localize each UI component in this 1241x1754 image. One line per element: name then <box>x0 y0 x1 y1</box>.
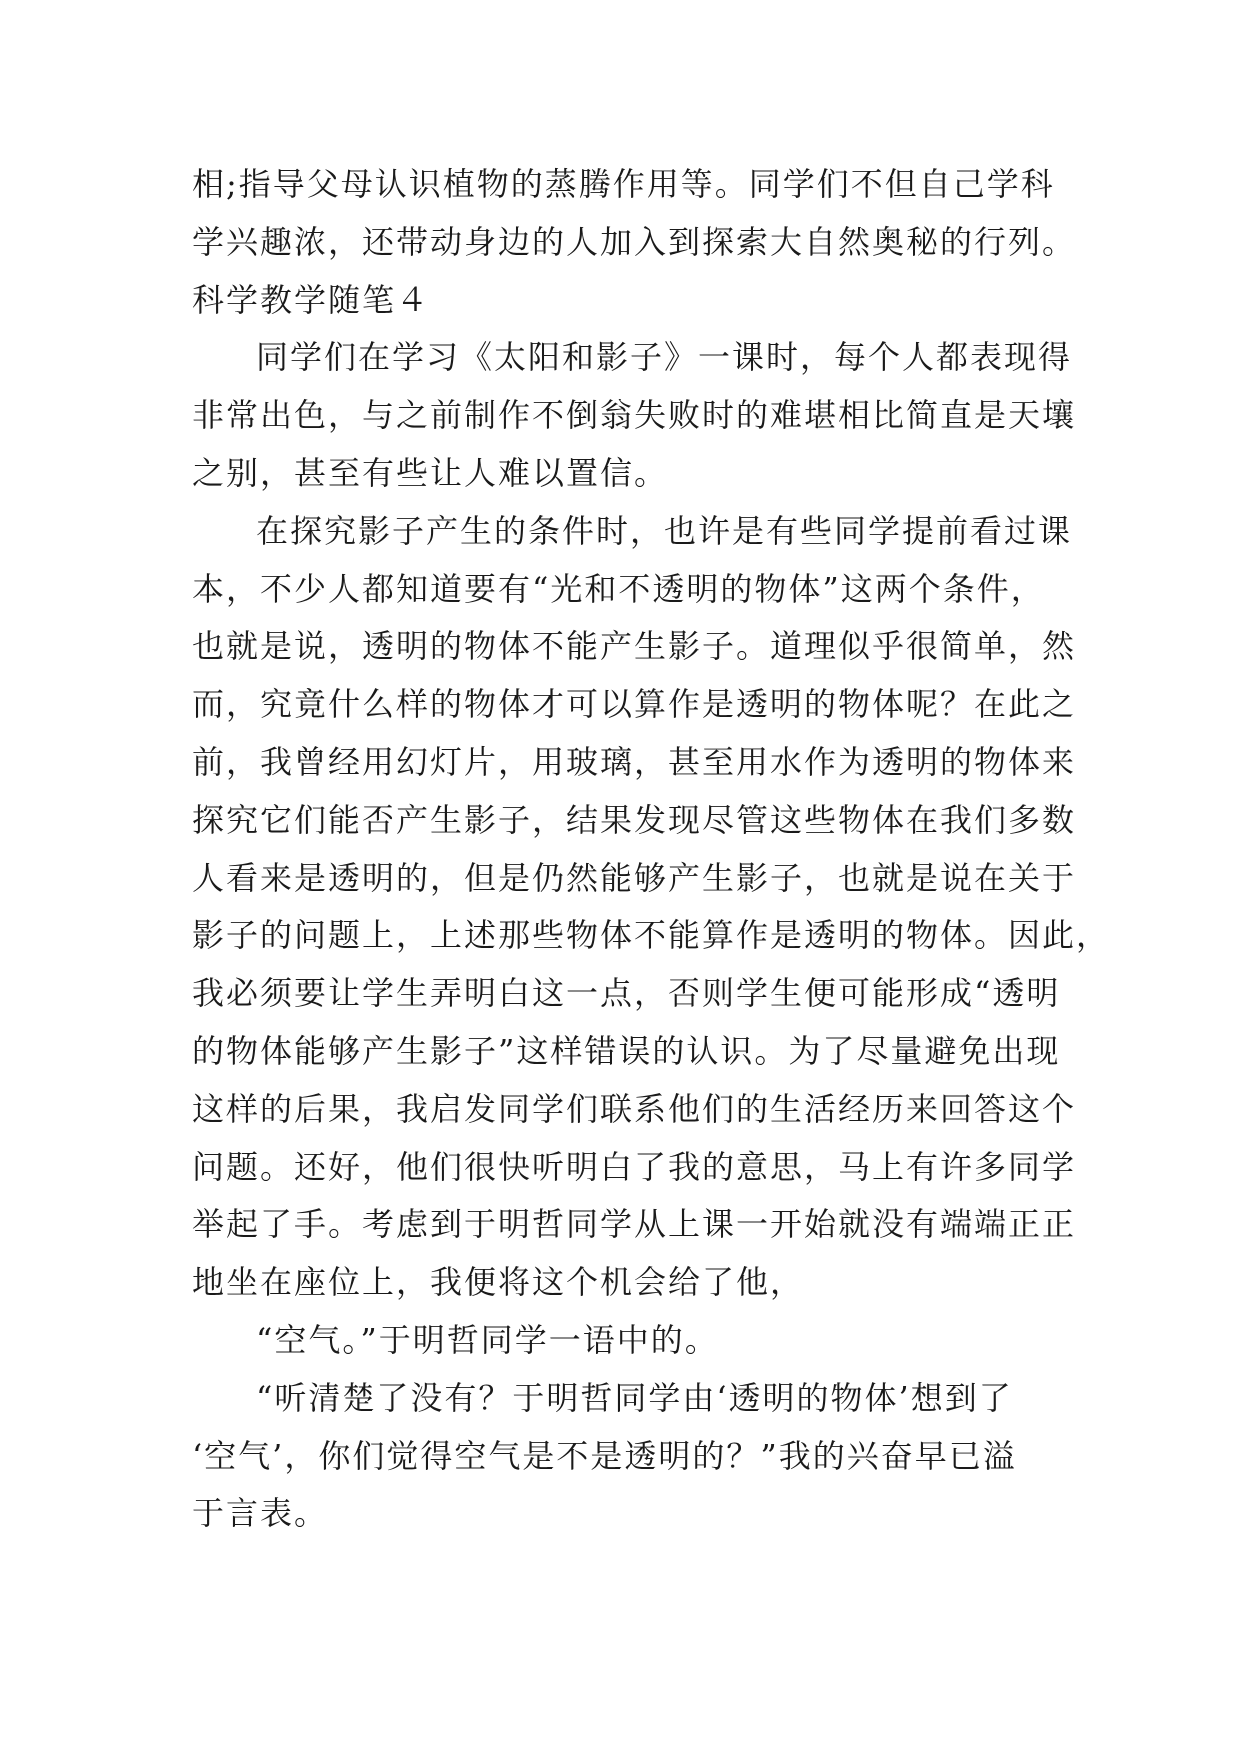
text-line: 之别，甚至有些让人难以置信。 <box>192 453 669 492</box>
text-line: 非常出色，与之前制作不倒翁失败时的难堪相比简直是天壤 <box>192 396 1077 435</box>
text-line: 探究它们能否产生影子，结果发现尽管这些物体在我们多数 <box>192 800 1077 839</box>
text-line: 前，我曾经用幻灯片，用玻璃，甚至用水作为透明的物体来 <box>192 742 1077 781</box>
text-line: 人看来是透明的，但是仍然能够产生影子，也就是说在关于 <box>192 858 1077 897</box>
text-line: 的物体能够产生影子”这样错误的认识。为了尽量避免出现 <box>192 1031 1061 1070</box>
text-line: “听清楚了没有？于明哲同学由‘透明的物体’想到了 <box>256 1378 1013 1417</box>
text-line: 相;指导父母认识植物的蒸腾作用等。同学们不但自己学科 <box>192 165 1055 203</box>
text-line: 于言表。 <box>192 1494 329 1533</box>
text-line: 举起了手。考虑到于明哲同学从上课一开始就没有端端正正 <box>192 1205 1077 1244</box>
text-line: 我必须要让学生弄明白这一点，否则学生便可能形成“透明 <box>192 974 1061 1013</box>
text-line: 也就是说，透明的物体不能产生影子。道理似乎很简单，然 <box>192 627 1077 666</box>
body-text <box>192 156 1111 1543</box>
text-line: 地坐在座位上，我便将这个机会给了他， <box>192 1263 805 1302</box>
text-line: 学兴趣浓，还带动身边的人加入到探索大自然奥秘的行列。 <box>192 222 1077 261</box>
text-line: 这样的后果，我启发同学们联系他们的生活经历来回答这个 <box>192 1089 1077 1128</box>
text-line: 本，不少人都知道要有“光和不透明的物体”这两个条件， <box>192 569 1045 608</box>
text-line: “空气。”于明哲同学一语中的。 <box>256 1320 719 1359</box>
text-line: 科学教学随笔４ <box>192 280 431 319</box>
text-line: 影子的问题上，上述那些物体不能算作是透明的物体。因此， <box>192 916 1111 955</box>
text-line: 在探究影子产生的条件时，也许是有些同学提前看过课 <box>256 511 1073 550</box>
text-line: ‘空气’，你们觉得空气是不是透明的？”我的兴奋早已溢 <box>192 1436 1017 1475</box>
text-line: 而，究竟什么样的物体才可以算作是透明的物体呢？在此之 <box>192 685 1077 724</box>
text-line: 问题。还好，他们很快听明白了我的意思，马上有许多同学 <box>192 1147 1077 1186</box>
text-line: 同学们在学习《太阳和影子》一课时，每个人都表现得 <box>256 338 1073 377</box>
